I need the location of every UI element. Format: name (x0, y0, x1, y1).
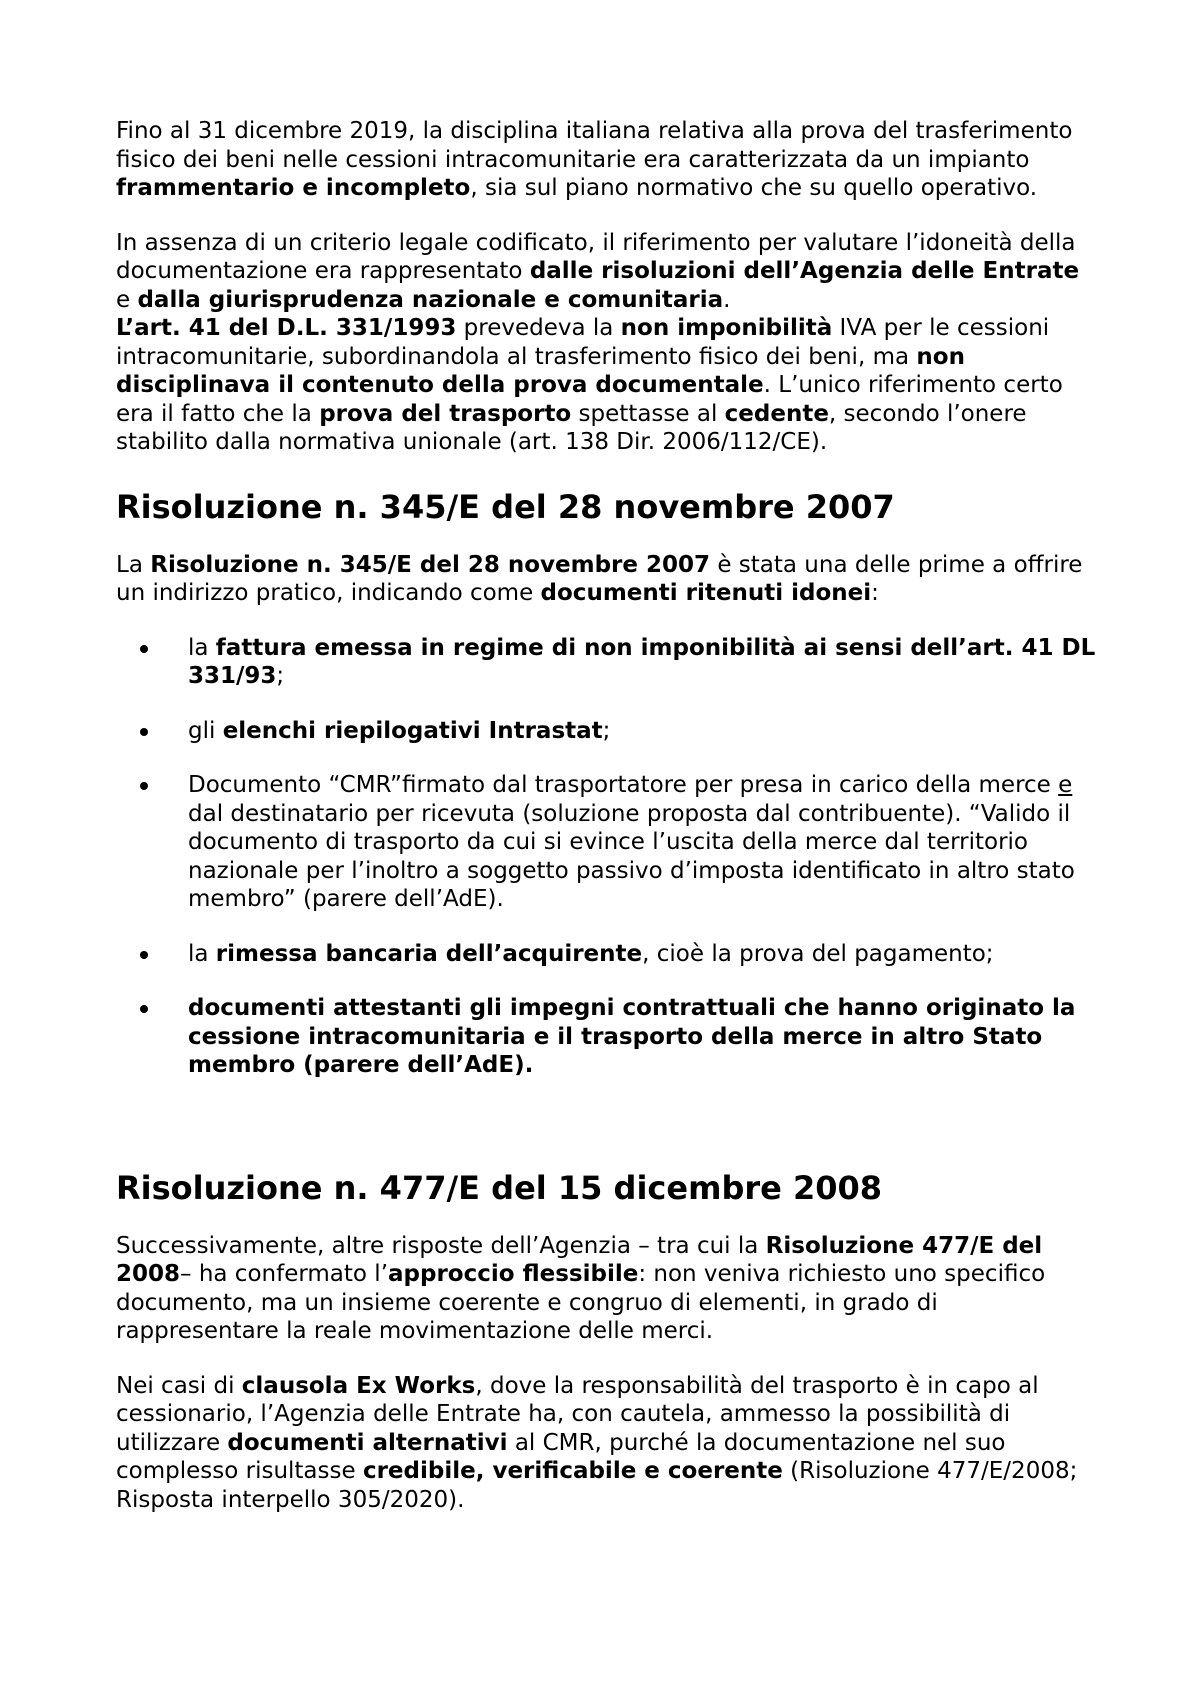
bullet-icon (140, 782, 148, 790)
bold-text: Risoluzione n. 345/E del 28 novembre 2007 (150, 551, 711, 578)
bold-text: fattura emessa in regime di non imponibilità ai sensi dell’art. 41 DL 331/93 (188, 634, 1096, 689)
bold-text: rimessa bancaria dell’acquirente (215, 940, 643, 967)
bullet-icon (140, 1005, 148, 1013)
section-heading-345: Risoluzione n. 345/E del 28 novembre 2007 (116, 487, 895, 526)
section-heading-477: Risoluzione n. 477/E del 15 dicembre 2008 (116, 1168, 883, 1207)
bold-text: dalle risoluzioni dell’Agenzia delle Entrate (529, 258, 1080, 284)
bold-text: elenchi riepilogativi Intrastat (222, 717, 603, 744)
section2-paragraph-2: Nei casi di clausola Ex Works, dove la responsabilità del trasporto è in capo al cessionario, l’Agenzia delle Entrate ha, con cautela, ammesso la possibilità di utilizzare documenti alternativi al CMR, purché la documentazione nel suo complesso risultasse credibile, verificabile e coerente (Risoluzione 477/E/2008; Risposta interpello 305/2020). (116, 1372, 1078, 1513)
list-item: Documento “CMR”firmato dal trasportatore per presa in carico della merce e dal destinatario per ricevuta (soluzione proposta dal contribuente). “Valido il documento di trasporto da cui si evince l’uscita della merce dal territorio nazionale per l’inoltro a soggetto passivo d’imposta identificato in altro stato membro” (parere dell’AdE). (116, 771, 1100, 914)
bold-text: prova del trasporto (319, 400, 572, 427)
intro-paragraph-2: In assenza di un criterio legale codificato, il riferimento per valutare l’idoneità della documentazione era rappresentato dalle risoluzioni dell’Agenzia delle Entrate e dalla giurisprudenza nazionale e comunitaria. (116, 229, 1080, 313)
section2-paragraph-1: Successivamente, altre risposte dell’Agenzia – tra cui la Risoluzione 477/E del 2008– ha confermato l’approccio flessibile: non veniva richiesto uno specifico documento, ma un insieme coerente e congruo di elementi, in grado di rappresentare la reale movimentazione delle merci. (116, 1232, 1046, 1344)
list-item: la fattura emessa in regime di non imponibilità ai sensi dell’art. 41 DL 331/93; (116, 634, 1100, 691)
documents-list (116, 634, 1100, 1080)
list-item (116, 994, 1100, 1080)
list-item: la rimessa bancaria dell’acquirente, cioè la prova del pagamento; (116, 940, 1100, 969)
bold-text: non imponibilità (620, 315, 833, 341)
bullet-icon (140, 951, 148, 959)
intro-paragraph-3: L’art. 41 del D.L. 331/1993 prevedeva la non imponibilità IVA per le cessioni intracomunitarie, subordinandola al trasferimento fisico dei beni, ma non disciplinava il contenuto della prova documentale. L’unico riferimento certo era il fatto che la prova del trasporto spettasse al cedente, secondo l’onere stabilito dalla normativa unionale (art. 138 Dir. 2006/112/CE). (116, 315, 1063, 455)
bold-text: frammentario e incompleto (116, 175, 471, 201)
bullet-icon (140, 645, 148, 653)
bold-text: L’art. 41 del D.L. 331/1993 (116, 315, 457, 341)
bold-text: Risoluzione 477/E del 2008 (116, 1232, 1043, 1287)
bold-text: clausola Ex Works (241, 1372, 476, 1399)
bold-text: approccio flessibile (388, 1261, 639, 1287)
bold-text: non disciplinava il contenuto della prova documentale (116, 343, 965, 398)
bullet-icon (140, 728, 148, 736)
bold-text: documenti ritenuti idonei (540, 580, 872, 606)
bold-text: dalla giurisprudenza nazionale e comunitaria (137, 286, 724, 313)
underlined-text: e (1058, 772, 1073, 798)
bold-text: documenti attestanti gli impegni contrattuali che hanno originato la cessione intracomunitaria e il trasporto della merce in altro Stato membro (parere dell’AdE). (188, 995, 1076, 1078)
intro-paragraph-1: Fino al 31 dicembre 2019, la disciplina italiana relativa alla prova del trasferimento fisico dei beni nelle cessioni intracomunitarie era caratterizzata da un impianto frammentario e incompleto, sia sul piano normativo che su quello operativo. (116, 118, 1073, 201)
bold-text: documenti alternativi (227, 1429, 508, 1456)
list-item: gli elenchi riepilogativi Intrastat; (116, 717, 1100, 746)
bold-text: cedente (724, 400, 829, 427)
bold-text: credibile, verificabile e coerente (362, 1458, 783, 1484)
section1-paragraph: La Risoluzione n. 345/E del 28 novembre 2007 è stata una delle prime a offrire un indirizzo pratico, indicando come documenti ritenuti idonei: (116, 551, 1083, 606)
